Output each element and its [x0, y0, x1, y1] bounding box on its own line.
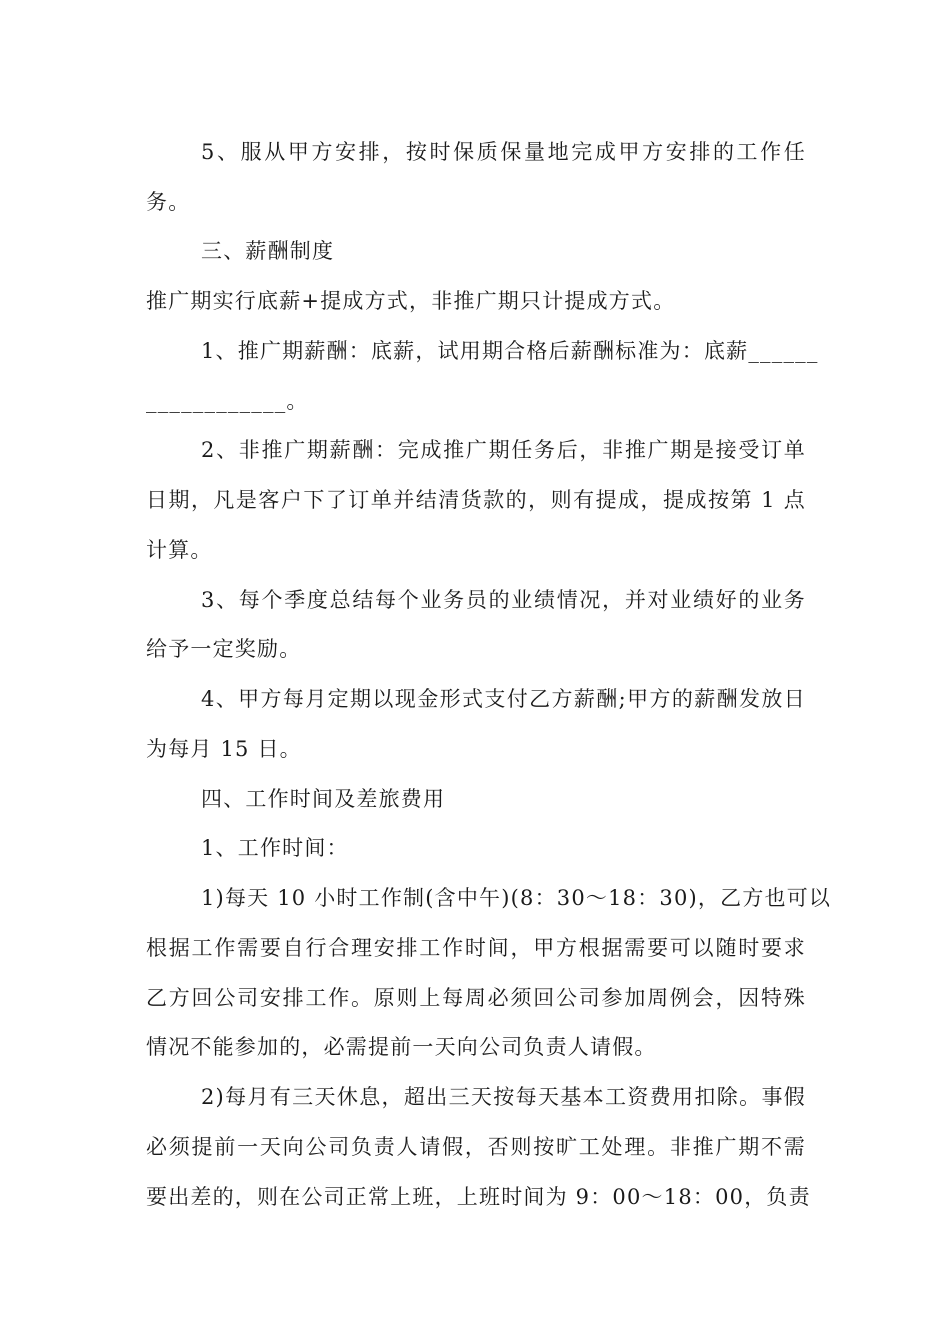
salary-item-1-line-1: 1、推广期薪酬：底薪，试用期合格后薪酬标准为：底薪______ [201, 339, 819, 363]
work-time-item-1-line-1: 1)每天 10 小时工作制(含中午)(8：30～18：30)，乙方也可以 [201, 886, 832, 910]
work-time-item-1-line-4: 情况不能参加的，必需提前一天向公司负责人请假。 [146, 1035, 657, 1059]
salary-item-2-line-2: 日期，凡是客户下了订单并结清货款的，则有提成，提成按第 1 点 [146, 488, 806, 512]
work-time-heading: 1、工作时间： [201, 836, 349, 860]
salary-item-2-line-1: 2、非推广期薪酬：完成推广期任务后，非推广期是接受订单 [201, 438, 806, 462]
salary-intro: 推广期实行底薪+提成方式，非推广期只计提成方式。 [146, 289, 676, 313]
section-heading-work-time: 四、工作时间及差旅费用 [201, 787, 446, 811]
salary-item-3-line-1: 3、每个季度总结每个业务员的业绩情况，并对业绩好的业务 [201, 588, 806, 612]
clause-5-line-2: 务。 [146, 190, 191, 214]
work-time-item-2-line-2: 必须提前一天向公司负责人请假，否则按旷工处理。非推广期不需 [146, 1135, 806, 1159]
work-time-item-1-line-3: 乙方回公司安排工作。原则上每周必须回公司参加周例会，因特殊 [146, 986, 806, 1010]
work-time-item-2-line-1: 2)每月有三天休息，超出三天按每天基本工资费用扣除。事假 [201, 1085, 806, 1109]
salary-item-2-line-3: 计算。 [146, 538, 213, 562]
salary-item-4-line-2: 为每月 15 日。 [146, 737, 302, 761]
clause-5-line-1: 5、服从甲方安排，按时保质保量地完成甲方安排的工作任 [201, 140, 806, 164]
salary-item-1-line-2: ____________。 [146, 389, 309, 413]
salary-item-4-line-1: 4、甲方每月定期以现金形式支付乙方薪酬;甲方的薪酬发放日 [201, 687, 806, 711]
salary-item-3-line-2: 给予一定奖励。 [146, 637, 302, 661]
section-heading-salary: 三、薪酬制度 [201, 239, 335, 263]
work-time-item-1-line-2: 根据工作需要自行合理安排工作时间，甲方根据需要可以随时要求 [146, 936, 806, 960]
work-time-item-2-line-3: 要出差的，则在公司正常上班，上班时间为 9：00～18：00，负责 [146, 1185, 811, 1209]
